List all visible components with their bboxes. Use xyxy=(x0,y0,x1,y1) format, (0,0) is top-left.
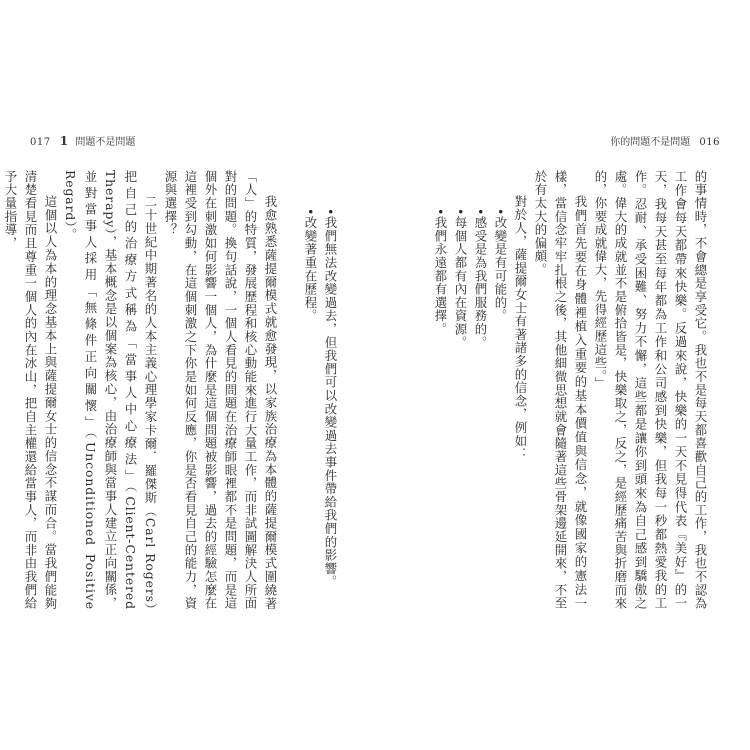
left-page-text xyxy=(0,170,340,610)
paragraph: 的事情時，不會總是享受它。我也不是每天都喜歡自己的工作，我也不認為工作會每天都帶來快樂。反過來說，快樂的一天不見得代表『美好』的一天，我每天甚至每年都為工作和公司感到快樂，但我每一秒都熱愛我的工作。忍耐、承受困難、努力不懈，這些都是讓你到頭來為自己感到驕傲之處。偉大的成就並不是俯拾皆是，快樂取之，反之，是經歷痛苦與折磨而來的，你要成就偉大，先得經歷這些。」 xyxy=(593,170,708,610)
list-item: • 改變是有可能的。 xyxy=(490,170,510,610)
list-item: • 我們永遠都有選擇。 xyxy=(430,170,450,610)
left-page xyxy=(3,170,340,610)
right-page-text xyxy=(430,170,710,610)
list-item: • 每個人都有內在資源。 xyxy=(450,170,470,610)
paragraph: 對於人，薩提爾女士有著諸多的信念，例如： xyxy=(513,194,528,461)
paragraph: 二十世紀中期著名的人本主義心理學家卡爾．羅傑斯（Carl Rogers）把自己的治療方式稱為「當事人中心療法」（Client-Centered Therapy），基本概念是以個案為核心，由治療師與當事人建立正向關係，並對當事人採用「無條件正向關懷」（Unconditioned Positive Regard）。 xyxy=(63,170,158,610)
paragraph: 這個以人為本的理念基本上與薩提爾女士的信念不謀而合。當我們能夠清楚看見而且尊重一個人的內在冰山，把自主權還給當事人，而非由我們給予大量指導， xyxy=(3,170,58,610)
right-page xyxy=(400,170,710,610)
paragraph: 我愈熟悉薩提爾模式就愈發現，以家族治療為本體的薩提爾模式圍繞著「人」的特質，發展歷程和核心動能來進行大量工作，而非試圖解決人所面對的問題。換句話說，一個人看見的問題在治療師眼裡都不是問題，而是這個外在刺激如何影響一個人，為什麼是這個問題被影響，過去的經驗怎麼在這裡受到勾動，在這個刺激之下你是如何反應，你是否看見自己的能力，資源與選擇？ xyxy=(163,170,278,610)
list-item: • 我們無法改變過去，但我們可以改變過去事件帶給我們的影響。 xyxy=(320,170,340,610)
left-chapter-number: 1 xyxy=(59,134,69,148)
left-chapter-title: 問題不是問題 xyxy=(75,137,136,148)
list-item: • 感受是為我們服務的。 xyxy=(470,170,490,610)
right-page-number: 016 xyxy=(699,137,720,148)
right-book-title: 你的問題不是問題 xyxy=(610,137,691,148)
right-page-header xyxy=(610,133,720,148)
left-page-number: 017 xyxy=(30,137,51,148)
left-page-header xyxy=(30,133,135,148)
paragraph: 我們首先要在身體裡植入重要的基本價值與信念，就像國家的憲法一樣，當信念牢牢扎根之後，其他細微思想就會隨著這些骨架邊延開來，不至於有太大的偏頗。 xyxy=(533,170,588,610)
list-item: • 改變著重在歷程。 xyxy=(300,170,320,610)
